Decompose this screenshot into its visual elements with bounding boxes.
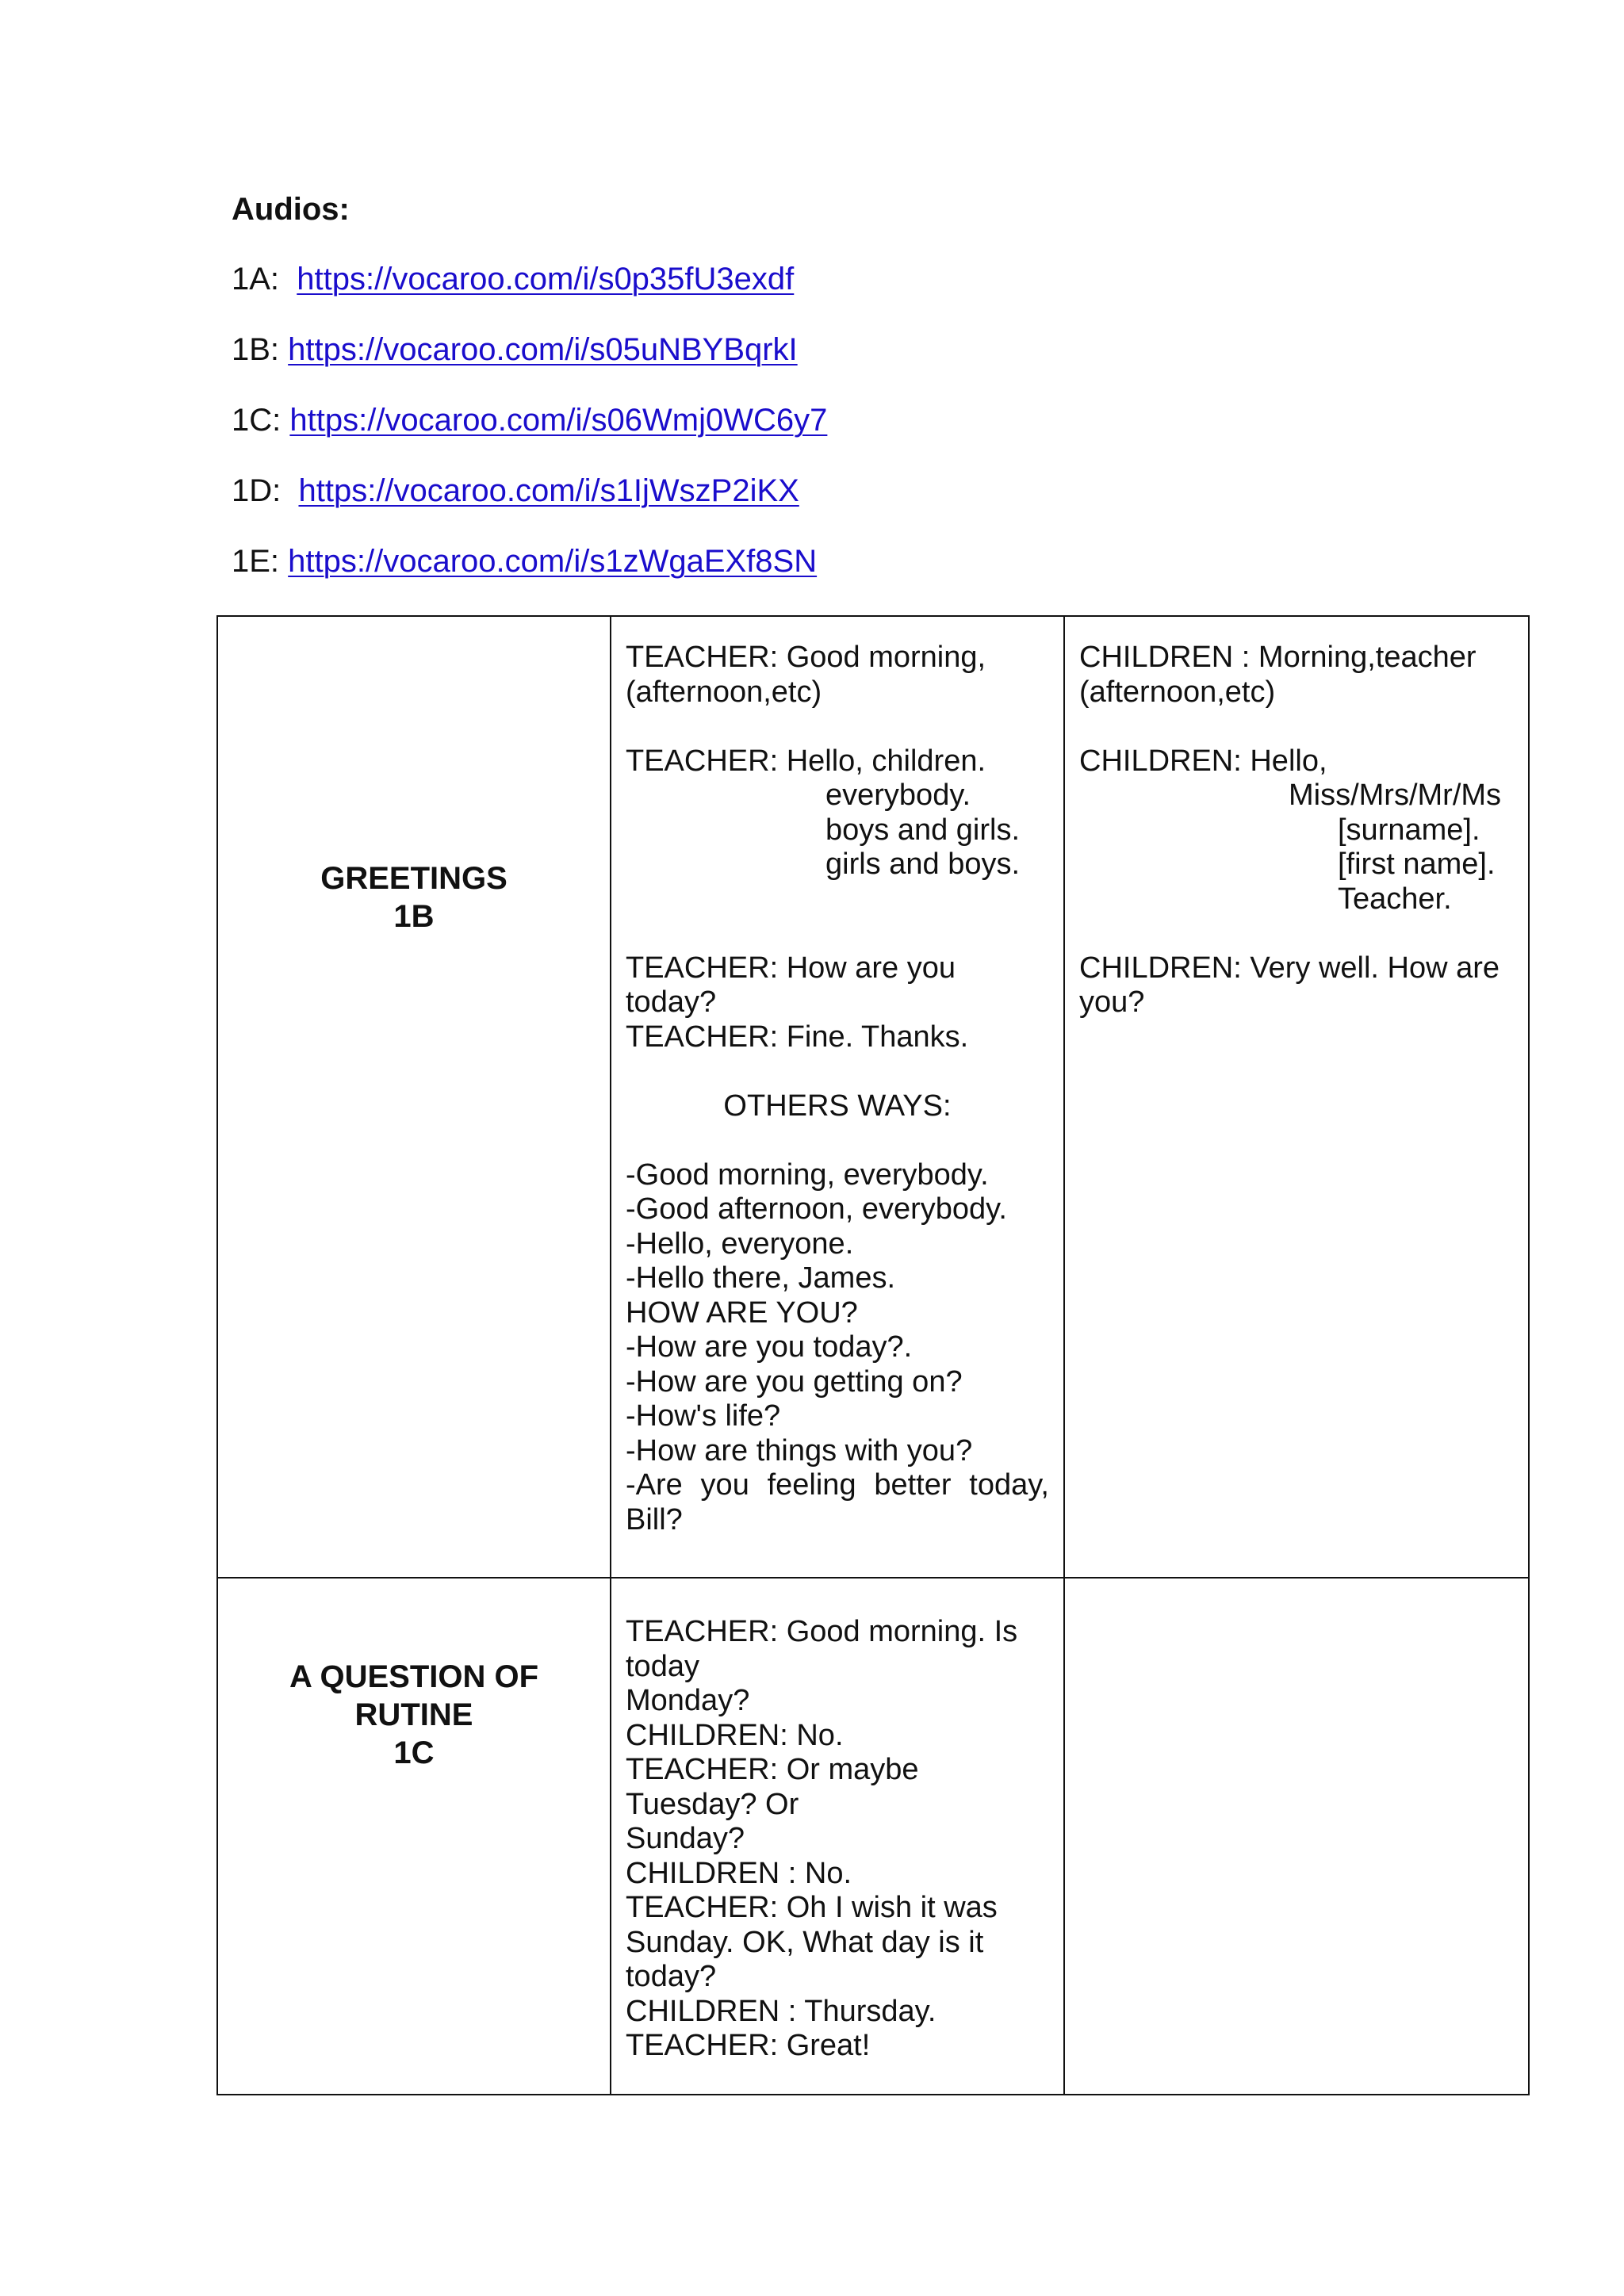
dialogue-line: boys and girls. [825, 813, 1021, 847]
audios-heading: Audios: [232, 192, 350, 227]
dialogue-line: Miss/Mrs/Mr/Ms [1289, 779, 1502, 812]
dialogue-line: TEACHER: Fine. Thanks. [626, 1020, 969, 1054]
dialogue-line: Sunday? [626, 1822, 745, 1855]
greetings-teacher-cell [611, 616, 1064, 1578]
dialogue-line: [surname]. [1338, 813, 1480, 847]
dialogue-line: girls and boys. [825, 848, 1021, 881]
audio-code: 1C: [232, 403, 282, 438]
dialogue-line: TEACHER: Good morning. Is [626, 1615, 1018, 1648]
audio-item-1c [232, 401, 827, 472]
greetings-label-cell [217, 616, 611, 1578]
phrase-line: -How are you getting on? [626, 1364, 963, 1399]
section-label: RUTINE [354, 1697, 473, 1732]
audio-links-list [232, 260, 827, 613]
section-code: 1C [393, 1735, 435, 1770]
dialogue-line: TEACHER: Good morning, [626, 641, 986, 674]
others-ways-title: OTHERS WAYS: [723, 1089, 952, 1123]
audio-item-1d [232, 472, 827, 542]
dialogue-line: Tuesday? Or [626, 1787, 799, 1821]
phrase-line: -Good afternoon, everybody. [626, 1192, 1007, 1226]
dialogue-line: TEACHER: How are you [626, 951, 956, 985]
phrase-line: HOW ARE YOU? [626, 1295, 858, 1330]
phrase-line: -Hello, everyone. [626, 1226, 854, 1261]
audio-code: 1E: [232, 544, 280, 579]
phrase-line: -How are you today?. [626, 1330, 913, 1364]
dialogue-line: CHILDREN : Morning,teacher [1079, 641, 1477, 674]
routine-dialogue-cell [611, 1578, 1064, 2095]
greetings-children-cell [1064, 616, 1529, 1578]
audio-code: 1B: [232, 332, 280, 367]
table-row-routine [217, 1578, 1529, 2095]
audio-item-1a [232, 260, 827, 331]
dialogue-line: today [626, 1649, 699, 1683]
classroom-language-table [216, 615, 1530, 2095]
audio-link-1a[interactable]: https://vocaroo.com/i/s0p35fU3exdf [297, 262, 795, 297]
dialogue-line: CHILDREN : Thursday. [626, 1994, 936, 2028]
dialogue-line: you? [1079, 985, 1145, 1019]
phrase-line: -How's life? [626, 1399, 781, 1433]
dialogue-line: TEACHER: Great! [626, 2029, 871, 2062]
routine-empty-cell [1064, 1578, 1529, 2095]
audio-item-1e [232, 542, 827, 613]
dialogue-line: Sunday. OK, What day is it [626, 1925, 984, 1959]
phrase-line: -Good morning, everybody. [626, 1158, 989, 1192]
dialogue-line: (afternoon,etc) [1079, 675, 1276, 709]
phrase-line: -Hello there, James. [626, 1261, 896, 1295]
audio-link-1b[interactable]: https://vocaroo.com/i/s05uNBYBqrkI [288, 332, 798, 367]
dialogue-line: (afternoon,etc) [626, 675, 822, 709]
dialogue-line: TEACHER: Or maybe [626, 1753, 919, 1786]
dialogue-line: CHILDREN : No. [626, 1856, 852, 1890]
dialogue-line: CHILDREN: No. [626, 1718, 844, 1752]
dialogue-line: TEACHER: Hello, children. [626, 744, 986, 778]
dialogue-line: today? [626, 985, 717, 1019]
section-code: 1B [393, 899, 435, 934]
section-label: A QUESTION OF [289, 1659, 539, 1694]
dialogue-line: everybody. [825, 779, 971, 812]
phrase-line: -Are you feeling better today, Bill? [626, 1468, 1049, 1536]
section-label: GREETINGS [320, 861, 508, 896]
dialogue-line: CHILDREN: Hello, [1079, 744, 1327, 778]
audio-link-1c[interactable]: https://vocaroo.com/i/s06Wmj0WC6y7 [289, 403, 828, 438]
table-row-greetings [217, 616, 1529, 1578]
dialogue-line: today? [626, 1960, 717, 1993]
audio-code: 1A: [232, 262, 280, 297]
audio-link-1e[interactable]: https://vocaroo.com/i/s1zWgaEXf8SN [288, 544, 818, 579]
audio-link-1d[interactable]: https://vocaroo.com/i/s1IjWszP2iKX [298, 473, 799, 508]
audio-code: 1D: [232, 473, 282, 508]
dialogue-line: [first name]. [1338, 848, 1496, 881]
dialogue-line: Monday? [626, 1684, 750, 1717]
dialogue-line: CHILDREN: Very well. How are [1079, 951, 1500, 985]
dialogue-line: Teacher. [1338, 882, 1452, 916]
dialogue-line: TEACHER: Oh I wish it was [626, 1891, 998, 1924]
phrase-line: -How are things with you? [626, 1433, 973, 1468]
audio-item-1b [232, 331, 827, 401]
routine-label-cell [217, 1578, 611, 2095]
